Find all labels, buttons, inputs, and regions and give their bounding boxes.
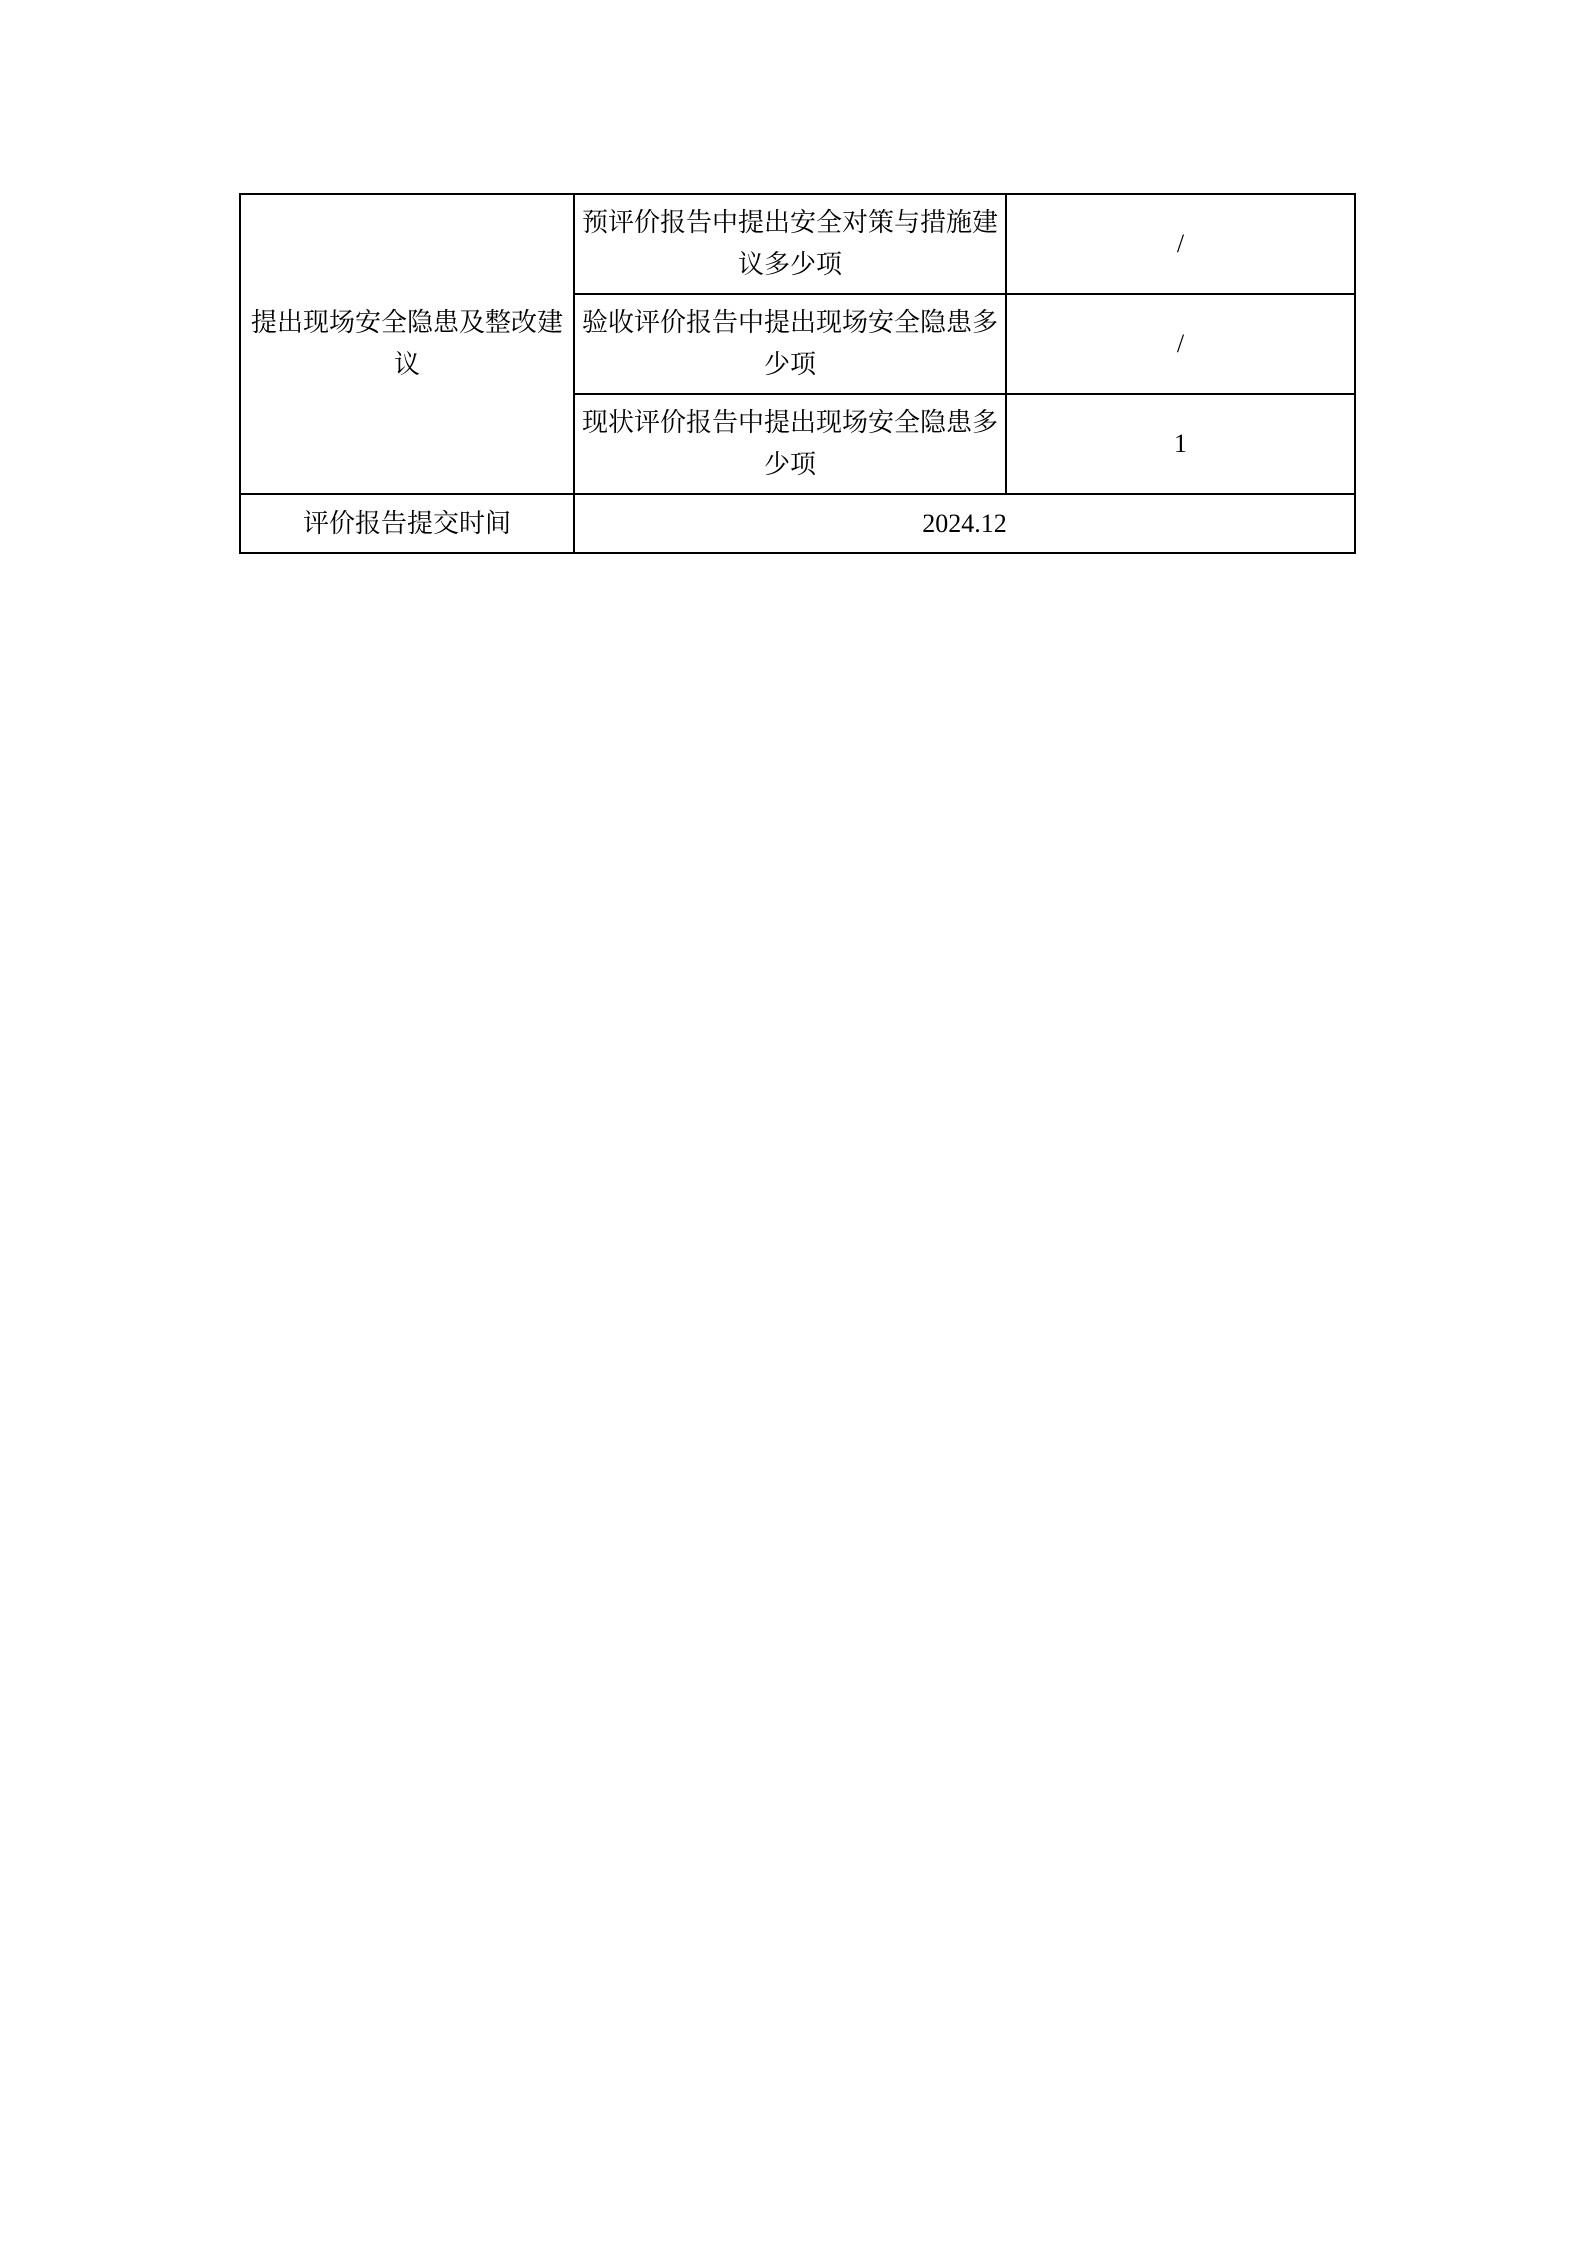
submit-time-value-cell: 2024.12 xyxy=(574,494,1355,553)
submit-time-label-cell: 评价报告提交时间 xyxy=(240,494,574,553)
table-row xyxy=(240,194,1355,294)
table-row xyxy=(240,494,1355,553)
pre-evaluation-value-cell: / xyxy=(1006,194,1355,294)
acceptance-evaluation-label-cell: 验收评价报告中提出现场安全隐患多少项 xyxy=(574,294,1006,394)
status-evaluation-value-cell: 1 xyxy=(1006,394,1355,494)
group-label-cell: 提出现场安全隐患及整改建议 xyxy=(240,194,574,494)
pre-evaluation-label-cell: 预评价报告中提出安全对策与措施建议多少项 xyxy=(574,194,1006,294)
safety-report-table xyxy=(239,193,1356,554)
acceptance-evaluation-value-cell: / xyxy=(1006,294,1355,394)
status-evaluation-label-cell: 现状评价报告中提出现场安全隐患多少项 xyxy=(574,394,1006,494)
